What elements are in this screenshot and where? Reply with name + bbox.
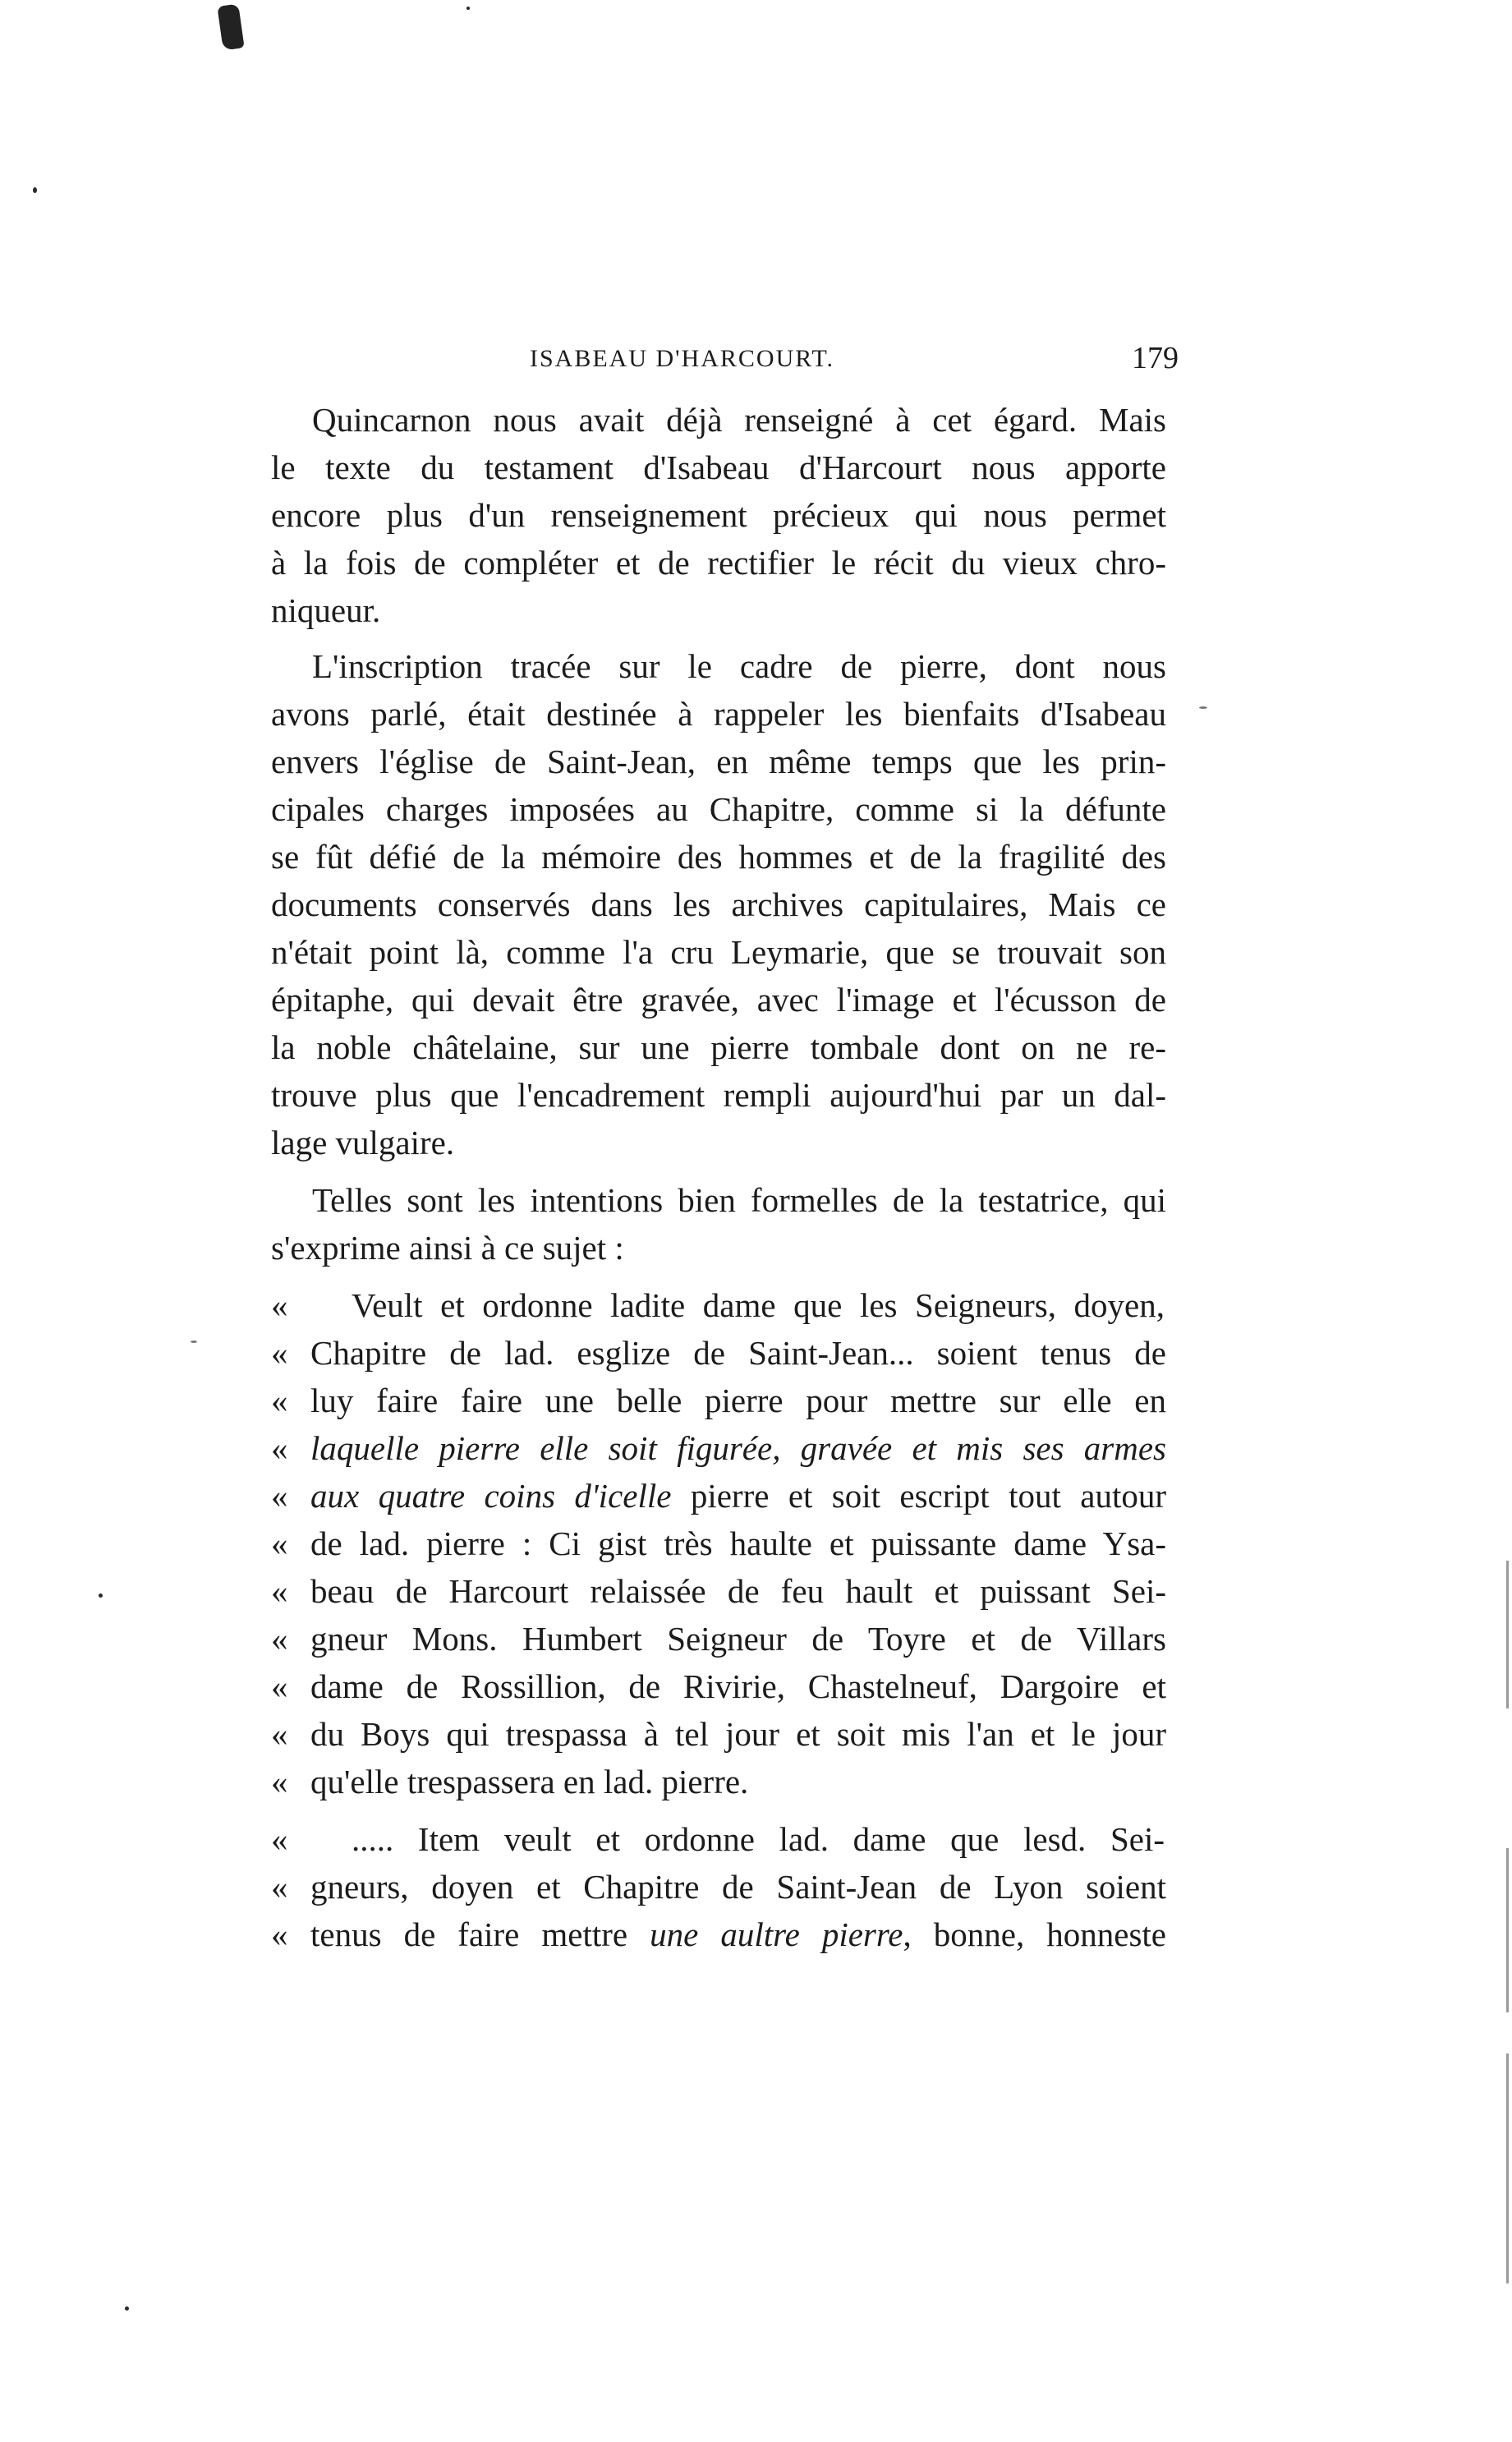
page-number: 179: [1132, 341, 1179, 375]
quote-text: Chapitre de lad. esglize de Saint-Jean... soient tenus de: [310, 1334, 1166, 1372]
quote-line: [271, 1815, 1166, 1863]
quote-mark: «: [271, 1763, 288, 1800]
quote-text: Veult et ordonne ladite dame que les Seigneurs, doyen,: [352, 1286, 1165, 1324]
text-line: lage vulgaire.: [271, 1124, 455, 1161]
quote-mark: «: [271, 1915, 288, 1953]
italic-text: une aultre pierre: [650, 1915, 903, 1953]
text-line: niqueur.: [271, 591, 381, 629]
ink-speck: [99, 1594, 103, 1598]
quote-line: [271, 1710, 1166, 1758]
quote-line: [271, 1758, 1166, 1805]
quote-line: [271, 1615, 1166, 1662]
italic-text: laquelle pierre elle soit figurée, gravée et mis ses armes: [310, 1429, 1166, 1467]
page-header: [530, 341, 1179, 381]
quote-text: gneur Mons. Humbert Seigneur de Toyre et de Villars: [310, 1620, 1166, 1658]
text-line: épitaphe, qui devait être gravée, avec l'image et l'écusson de: [271, 981, 1166, 1019]
text-line: s'exprime ainsi à ce sujet :: [271, 1229, 624, 1267]
quote-line: [271, 1424, 1166, 1472]
quote-mark: «: [271, 1334, 288, 1372]
ink-speck: [125, 2306, 129, 2311]
quote-line: [271, 1520, 1166, 1567]
quote-line: [271, 1662, 1166, 1710]
quote-text: [310, 1911, 1166, 1958]
ink-speck: [33, 187, 37, 193]
quote-line: [271, 1472, 1166, 1520]
quote-mark: «: [271, 1667, 288, 1705]
page-edge-mark: [1506, 1561, 1509, 1708]
text-line: se fût défié de la mémoire des hommes et de la fragilité des: [271, 838, 1166, 876]
text-line: documents conservés dans les archives capitulaires, Mais ce: [271, 885, 1166, 923]
quote-text: ..... Item veult et ordonne lad. dame que lesd. Sei-: [352, 1820, 1165, 1858]
quote-line: [271, 1281, 1166, 1329]
quote-mark: «: [271, 1820, 288, 1858]
quote-mark: «: [271, 1525, 288, 1562]
text-line: Telles sont les intentions bien formelles de la testatrice, qui: [312, 1181, 1166, 1219]
page-edge-mark: [1506, 2053, 1509, 2283]
quote-text: beau de Harcourt relaissée de feu hault et puissant Sei-: [310, 1572, 1166, 1610]
quote-text: gneurs, doyen et Chapitre de Saint-Jean de Lyon soient: [310, 1868, 1166, 1906]
quote-line: [271, 1329, 1166, 1377]
ink-speck: [1199, 706, 1207, 709]
ink-speck: [191, 1341, 197, 1343]
plain-text: , bonne, honneste: [903, 1915, 1166, 1953]
quote-text: dame de Rossillion, de Rivirie, Chastelneuf, Dargoire et: [310, 1667, 1166, 1705]
quote-line: [271, 1567, 1166, 1615]
text-line: à la fois de compléter et de rectifier le récit du vieux chro-: [271, 544, 1166, 582]
text-line: encore plus d'un renseignement précieux qui nous permet: [271, 496, 1166, 534]
quote-mark: «: [271, 1429, 288, 1467]
text-line: L'inscription tracée sur le cadre de pierre, dont nous: [312, 647, 1166, 685]
running-title: ISABEAU D'HARCOURT.: [530, 345, 835, 372]
plain-text: tenus de faire mettre: [310, 1915, 650, 1953]
quote-mark: «: [271, 1715, 288, 1753]
text-line: la noble châtelaine, sur une pierre tombale dont on ne re-: [271, 1028, 1166, 1066]
quote-text: de lad. pierre : Ci gist très haulte et puissante dame Ysa-: [310, 1525, 1166, 1562]
quote-mark: «: [271, 1477, 288, 1515]
text-line: trouve plus que l'encadrement rempli aujourd'hui par un dal-: [271, 1076, 1166, 1114]
ink-speck: [466, 7, 470, 10]
text-line: le texte du testament d'Isabeau d'Harcourt nous apporte: [271, 448, 1166, 486]
ink-smudge: [217, 3, 244, 50]
quote-line: [271, 1863, 1166, 1911]
quote-mark: «: [271, 1286, 288, 1324]
text-line: cipales charges imposées au Chapitre, comme si la défunte: [271, 790, 1166, 828]
text-line: envers l'église de Saint-Jean, en même temps que les prin-: [271, 743, 1166, 780]
italic-text: aux quatre coins d'icelle: [310, 1477, 672, 1515]
quote-mark: «: [271, 1382, 288, 1419]
quote-mark: «: [271, 1620, 288, 1658]
quote-text: [310, 1424, 1166, 1472]
text-line: Quincarnon nous avait déjà renseigné à cet égard. Mais: [312, 401, 1166, 439]
quote-text: [310, 1472, 1166, 1520]
page-edge-mark: [1506, 1848, 1509, 2012]
quote-line: [271, 1377, 1166, 1424]
plain-text: pierre et soit escript tout autour: [671, 1477, 1166, 1515]
quote-line: [271, 1911, 1166, 1958]
quote-text: du Boys qui trespassa à tel jour et soit mis l'an et le jour: [310, 1715, 1166, 1753]
text-line: n'était point là, comme l'a cru Leymarie, que se trouvait son: [271, 933, 1166, 971]
text-line: avons parlé, était destinée à rappeler les bienfaits d'Isabeau: [271, 695, 1166, 733]
quote-mark: «: [271, 1868, 288, 1906]
quote-mark: «: [271, 1572, 288, 1610]
quote-text: luy faire faire une belle pierre pour mettre sur elle en: [310, 1382, 1166, 1419]
quote-text: qu'elle trespassera en lad. pierre.: [310, 1763, 749, 1800]
